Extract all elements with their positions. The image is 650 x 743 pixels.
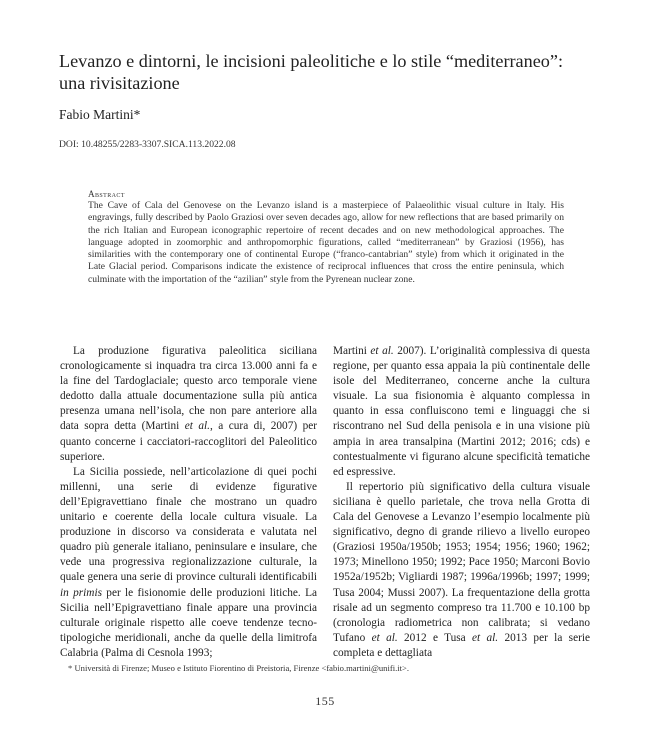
- body-column-right: [333, 344, 590, 661]
- abstract-text: The Cave of Cala del Genovese on the Levanzo island is a masterpiece of Palaeolithic visual culture in Italy. His engravings, fully described by Paolo Graziosi over seven decades ago, allow for new reflections that are based primarily on the rich Italian and European iconographic repertoire of recent decades and on new methodological approaches. The language adopted in zoomorphic and anthropomorphic figurations, called “mediterranean” by Graziosi (1956), has similarities with the contemporary one of continental Europe (“franco-cantabrian” style) from which it originated in the Late Glacial period. Comparisons indicate the existence of reciprocal influences that cross the entire peninsula, which culminate with the importation of the “azilian” style from the Pyrenean nuclear zone.: [88, 200, 564, 285]
- body-paragraph: Martini et al. 2007). L’originalità complessiva di questa regione, per quanto essa appaia la più continentale delle isole del Mediterraneo, concerne anche la cultura visuale. La sua fisionomia è alquanto complessa in quanto in essa confluiscono temi e linguaggi che si riscontrano nel Sud della penisola e in una visione più ampia in area transalpina (Martini 2012; 2016; cds) e contestualmente vi figurano alcune specificità tematiche ed espressive.: [333, 345, 590, 478]
- body-paragraph: La Sicilia possiede, nell’articolazione di quei pochi millenni, una serie di evidenze figurative dell’Epigravettiano finale che mostrano un quadro unitario e coerente della locale cultura visuale. La produzione in discorso va considerata e valutata nel quadro più generale italiano, peninsulare e insulare, che vede una progressiva regionalizzazione culturale, la quale genera una serie di province culturali identificabili in primis per le fisionomie delle produzioni litiche. La Sicilia nell’Epigravettiano finale appare una provincia culturale originale rispetto alle coeve tendenze tecno-tipologiche meridionali, anche da quelle della limitrofa Calabria (Palma di Cesnola 1993;: [60, 465, 317, 659]
- page-number: 155: [315, 694, 335, 708]
- body-paragraph: Il repertorio più significativo della cultura visuale siciliana è quello parietale, che trova nella Grotta di Cala del Genovese a Levanzo l’esempio localmente più significativo, degno di grande rilievo a livello europeo (Graziosi 1950a/1950b; 1953; 1954; 1956; 1960; 1962; 1973; Minellono 1950; 1992; Pace 1950; Marconi Bovio 1952a/1952b; Vigliardi 1987; 1996a/1996b; 1997; 1999; Tusa 2004; Mussi 2007). La frequentazione della grotta risale ad un segmento compreso tra 11.700 e 10.100 bp (cronologia radiometrica non calibrata; si vedano Tufano et al. 2012 e Tusa et al. 2013 per la serie completa e dettagliata: [333, 480, 591, 659]
- abstract-block: [88, 189, 564, 286]
- author-name: Fabio Martini*: [59, 107, 141, 122]
- article-title: Levanzo e dintorni, le incisioni paleolitiche e lo stile “mediterraneo”: una rivisitazione: [59, 51, 564, 93]
- body-paragraph: La produzione figurativa paleolitica siciliana cronologicamente si inquadra tra circa 13.000 anni fa e la fine del Tardoglaciale; questo arco temporale viene dedotto dalla attuale documentazione sulla più antica presenza umana nell’isola, che non pare anteriore alla data sopra detta (Martini et al., a cura di, 2007) per quanto concerne i cacciatori-raccoglitori del Paleolitico superiore.: [60, 345, 318, 463]
- author-affiliation-footnote: * Università di Firenze; Museo e Istituto Fiorentino di Preistoria, Firenze <fabio.martini@unifi.it>.: [68, 663, 410, 673]
- body-column-left: [60, 344, 317, 661]
- abstract-heading: Abstract: [88, 189, 125, 199]
- doi-line: DOI: 10.48255/2283-3307.SICA.113.2022.08: [59, 139, 236, 150]
